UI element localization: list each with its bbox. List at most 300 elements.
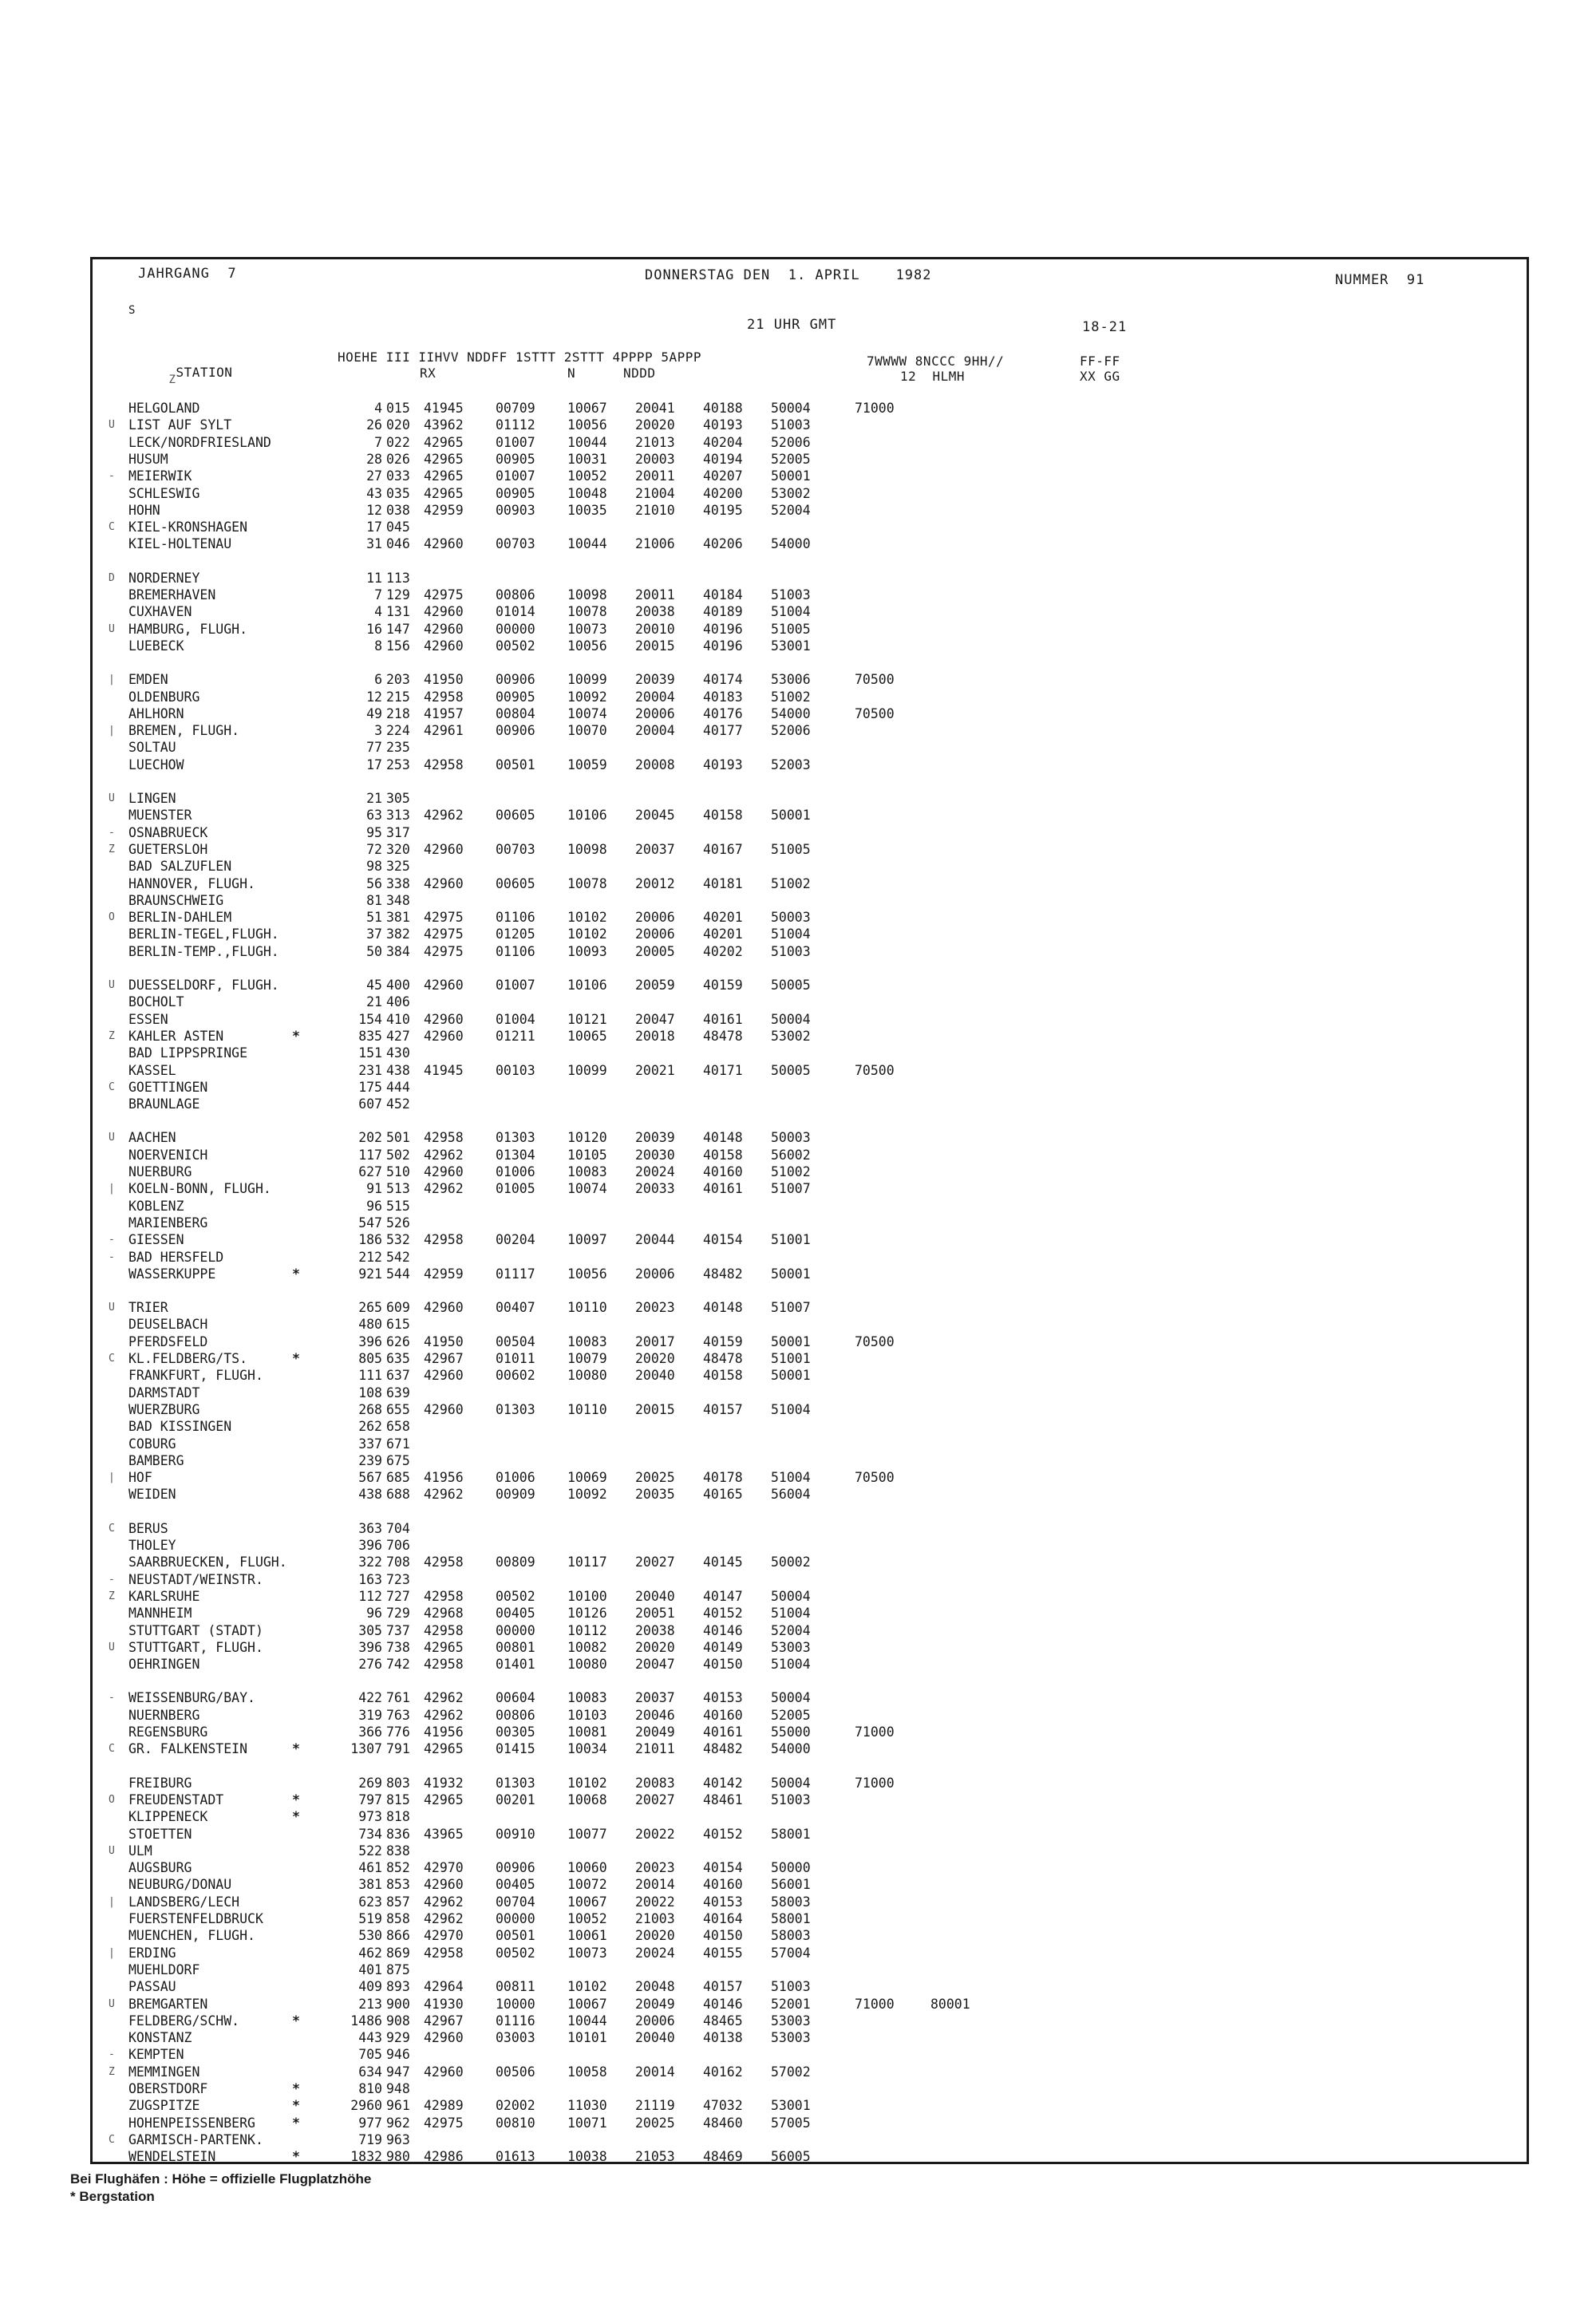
station-index: 218 xyxy=(386,705,410,721)
code-group-c5: 40158 xyxy=(703,808,743,824)
code-group-c3: 10048 xyxy=(567,485,607,501)
station-name: KASSEL xyxy=(128,1062,176,1078)
code-group-c6: 51004 xyxy=(771,1470,811,1486)
station-index: 791 xyxy=(386,1741,410,1757)
code-group-c1: 42962 xyxy=(424,1894,464,1910)
station-index: 410 xyxy=(386,1011,410,1027)
code-group-c6: 51004 xyxy=(771,1401,811,1417)
station-altitude: 381 xyxy=(358,1877,382,1893)
code-group-c3: 10102 xyxy=(567,1979,607,1995)
code-group-c4: 20046 xyxy=(635,1707,675,1723)
station-index: 706 xyxy=(386,1538,410,1553)
code-group-c5: 40181 xyxy=(703,875,743,891)
station-index: 235 xyxy=(386,740,410,756)
station-index: 947 xyxy=(386,2064,410,2080)
code-group-c2: 00806 xyxy=(496,587,535,602)
station-index: 224 xyxy=(386,723,410,739)
code-group-c2: 00103 xyxy=(496,1062,535,1078)
code-group-c6: 53006 xyxy=(771,672,811,688)
code-group-c5: 40196 xyxy=(703,638,743,654)
code-group-c6: 52001 xyxy=(771,1996,811,2012)
code-group-c6: 50001 xyxy=(771,808,811,824)
code-group-c1: 41932 xyxy=(424,1775,464,1791)
station-index: 818 xyxy=(386,1809,410,1825)
code-group-c6: 52004 xyxy=(771,502,811,518)
code-group-c5: 40153 xyxy=(703,1690,743,1706)
code-group-c2: 00605 xyxy=(496,875,535,891)
station-name: KONSTANZ xyxy=(128,2030,192,2046)
code-group-c3: 10083 xyxy=(567,1690,607,1706)
station-altitude: 623 xyxy=(358,1894,382,1910)
code-group-c5: 40183 xyxy=(703,689,743,705)
station-altitude: 108 xyxy=(358,1385,382,1400)
table-row xyxy=(93,1928,1529,1944)
code-group-c6: 52003 xyxy=(771,756,811,772)
code-group-c1: 42958 xyxy=(424,1945,464,1961)
code-group-c2: 00501 xyxy=(496,1928,535,1944)
table-row xyxy=(93,622,1529,638)
code-group-c2: 00801 xyxy=(496,1639,535,1655)
station-altitude: 6 xyxy=(374,672,382,688)
code-group-c2: 00704 xyxy=(496,1894,535,1910)
station-altitude: 43 xyxy=(366,485,382,501)
table-row xyxy=(93,926,1529,942)
station-index: 253 xyxy=(386,756,410,772)
table-row xyxy=(93,1130,1529,1146)
code-group-c5: 40142 xyxy=(703,1775,743,1791)
station-altitude: 95 xyxy=(366,824,382,840)
station-name: MANNHEIM xyxy=(128,1606,192,1622)
code-group-c3: 10071 xyxy=(567,2115,607,2131)
code-group-c3: 10031 xyxy=(567,451,607,467)
table-row xyxy=(93,452,1529,468)
station-name: LUECHOW xyxy=(128,756,184,772)
code-group-c3: 10110 xyxy=(567,1401,607,1417)
code-group-c1: 42958 xyxy=(424,1232,464,1248)
code-group-c3: 10106 xyxy=(567,808,607,824)
code-group-c6: 51005 xyxy=(771,621,811,637)
station-name: MEMMINGEN xyxy=(128,2064,200,2080)
code-group-c4: 20020 xyxy=(635,1351,675,1366)
code-group-c3: 10080 xyxy=(567,1368,607,1384)
table-row xyxy=(93,689,1529,705)
code-group-c3: 10100 xyxy=(567,1588,607,1604)
code-group-c3: 10034 xyxy=(567,1741,607,1757)
code-group-c3: 10067 xyxy=(567,1996,607,2012)
code-group-c1: 42958 xyxy=(424,689,464,705)
station-index: 406 xyxy=(386,994,410,1010)
code-group-c3: 10068 xyxy=(567,1791,607,1807)
code-group-c1: 42962 xyxy=(424,1690,464,1706)
code-group-c3: 10112 xyxy=(567,1622,607,1638)
table-row xyxy=(93,1368,1529,1384)
code-group-c2: 00811 xyxy=(496,1979,535,1995)
table-row xyxy=(93,910,1529,926)
table-row xyxy=(93,1351,1529,1367)
code-group-c1: 42960 xyxy=(424,604,464,620)
code-group-c5: 40146 xyxy=(703,1996,743,2012)
margin-mark: C xyxy=(109,1743,115,1756)
code-group-c7: 70500 xyxy=(855,1062,895,1078)
code-group-c4: 20045 xyxy=(635,808,675,824)
code-group-c3: 10092 xyxy=(567,1487,607,1503)
table-row xyxy=(93,1946,1529,1961)
station-name: GIESSEN xyxy=(128,1232,184,1248)
code-group-c6: 51004 xyxy=(771,1606,811,1622)
code-group-c6: 50003 xyxy=(771,1130,811,1146)
table-row xyxy=(93,1776,1529,1791)
margin-mark: C xyxy=(109,1522,115,1535)
code-group-c2: 01007 xyxy=(496,978,535,993)
code-column-headers: HOEHE III IIHVV NDDFF 1STTT 2STTT 4PPPP 5APPP xyxy=(338,350,701,365)
station-name: COBURG xyxy=(128,1436,176,1452)
code-group-c3: 10056 xyxy=(567,1266,607,1282)
code-group-c5: 48482 xyxy=(703,1741,743,1757)
station-index: 866 xyxy=(386,1928,410,1944)
code-group-c2: 01006 xyxy=(496,1470,535,1486)
code-group-c4: 20011 xyxy=(635,587,675,602)
code-group-c6: 58001 xyxy=(771,1826,811,1842)
period-label: 18-21 xyxy=(1082,319,1128,335)
margin-mark: U xyxy=(109,792,115,804)
station-name: KL.FELDBERG/TS. xyxy=(128,1351,248,1366)
station-name: STUTTGART, FLUGH. xyxy=(128,1639,263,1655)
station-name: LINGEN xyxy=(128,791,176,806)
code-group-c1: 42960 xyxy=(424,1300,464,1316)
code-group-c5: 40149 xyxy=(703,1639,743,1655)
station-index: 671 xyxy=(386,1436,410,1452)
margin-mark: | xyxy=(109,725,115,737)
code-group-c4: 21013 xyxy=(635,434,675,450)
code-group-c5: 40148 xyxy=(703,1130,743,1146)
code-group-c2: 00000 xyxy=(496,621,535,637)
code-group-c3: 10074 xyxy=(567,1181,607,1197)
code-group-c3: 10077 xyxy=(567,1826,607,1842)
code-group-c1: 42965 xyxy=(424,468,464,484)
station-name: PASSAU xyxy=(128,1979,176,1995)
issue-number: NUMMER 91 xyxy=(1335,272,1425,288)
station-name: OSNABRUECK xyxy=(128,824,208,840)
code-group-c7: 71000 xyxy=(855,1775,895,1791)
margin-mark: C xyxy=(109,1080,115,1093)
code-group-c2: 00905 xyxy=(496,451,535,467)
code-group-c2: 00602 xyxy=(496,1368,535,1384)
station-name: LIST AUF SYLT xyxy=(128,417,232,433)
code-group-c5: 40152 xyxy=(703,1826,743,1842)
station-altitude: 231 xyxy=(358,1062,382,1078)
station-altitude: 805 xyxy=(358,1351,382,1366)
code-group-c6: 50001 xyxy=(771,1266,811,1282)
table-row xyxy=(93,536,1529,552)
station-index: 147 xyxy=(386,621,410,637)
code-group-c4: 20017 xyxy=(635,1333,675,1349)
code-group-c1: 42968 xyxy=(424,1606,464,1622)
station-altitude: 16 xyxy=(366,621,382,637)
station-altitude: 111 xyxy=(358,1368,382,1384)
station-name: PFERDSFELD xyxy=(128,1333,208,1349)
station-name: BAD KISSINGEN xyxy=(128,1419,232,1435)
code-group-c6: 51001 xyxy=(771,1351,811,1366)
station-index: 658 xyxy=(386,1419,410,1435)
table-row xyxy=(93,638,1529,654)
station-index: 609 xyxy=(386,1300,410,1316)
table-row xyxy=(93,486,1529,502)
table-row xyxy=(93,401,1529,417)
station-index: 980 xyxy=(386,2149,410,2165)
station-index: 444 xyxy=(386,1079,410,1095)
table-row xyxy=(93,1080,1529,1096)
table-row xyxy=(93,1538,1529,1554)
code-group-c4: 20006 xyxy=(635,705,675,721)
code-group-c2: 00506 xyxy=(496,2064,535,2080)
station-index: 626 xyxy=(386,1333,410,1349)
station-index: 685 xyxy=(386,1470,410,1486)
table-row xyxy=(93,1962,1529,1978)
code-group-c5: 40206 xyxy=(703,536,743,552)
table-row xyxy=(93,994,1529,1010)
code-group-c6: 50001 xyxy=(771,1368,811,1384)
table-row xyxy=(93,1385,1529,1401)
margin-mark: | xyxy=(109,674,115,686)
code-group-c3: 10120 xyxy=(567,1130,607,1146)
station-altitude: 117 xyxy=(358,1147,382,1163)
code-group-c3: 10102 xyxy=(567,926,607,942)
code-group-c1: 42960 xyxy=(424,536,464,552)
station-index: 858 xyxy=(386,1911,410,1926)
code-group-c2: 01106 xyxy=(496,910,535,926)
station-altitude: 422 xyxy=(358,1690,382,1706)
station-index: 729 xyxy=(386,1606,410,1622)
station-index: 738 xyxy=(386,1639,410,1655)
code-group-c3: 10061 xyxy=(567,1928,607,1944)
code-group-c5: 48482 xyxy=(703,1266,743,1282)
station-index: 427 xyxy=(386,1028,410,1044)
code-group-c3: 10098 xyxy=(567,841,607,857)
code-group-c4: 20049 xyxy=(635,1996,675,2012)
station-name: TRIER xyxy=(128,1300,168,1316)
margin-mark: Z xyxy=(109,1590,115,1602)
code-group-c5: 48478 xyxy=(703,1351,743,1366)
code-group-c3: 10126 xyxy=(567,1606,607,1622)
station-name: FREUDENSTADT xyxy=(128,1791,224,1807)
code-group-c3: 10110 xyxy=(567,1300,607,1316)
station-index: 946 xyxy=(386,2047,410,2063)
code-group-c2: 00809 xyxy=(496,1554,535,1570)
station-altitude: 719 xyxy=(358,2131,382,2147)
station-altitude: 567 xyxy=(358,1470,382,1486)
code-group-c4: 20048 xyxy=(635,1979,675,1995)
rx-subheader: RX xyxy=(420,365,437,381)
footnotes xyxy=(70,2171,371,2206)
code-group-c6: 51003 xyxy=(771,943,811,959)
station-altitude: 462 xyxy=(358,1945,382,1961)
table-row xyxy=(93,435,1529,451)
table-row xyxy=(93,1877,1529,1893)
table-row xyxy=(93,1266,1529,1282)
code-group-c3: 10060 xyxy=(567,1860,607,1876)
code-group-c5: 40150 xyxy=(703,1928,743,1944)
station-name: BRAUNSCHWEIG xyxy=(128,892,224,908)
code-group-c5: 40194 xyxy=(703,451,743,467)
code-group-c2: 00906 xyxy=(496,1860,535,1876)
code-group-c5: 40174 xyxy=(703,672,743,688)
code-group-c3: 10035 xyxy=(567,502,607,518)
station-altitude: 519 xyxy=(358,1911,382,1926)
code-group-c3: 11030 xyxy=(567,2098,607,2114)
code-group-c4: 20022 xyxy=(635,1894,675,1910)
station-index: 544 xyxy=(386,1266,410,1282)
code-group-c5: 48469 xyxy=(703,2149,743,2165)
station-altitude: 530 xyxy=(358,1928,382,1944)
code-group-c3: 10093 xyxy=(567,943,607,959)
code-group-c1: 42960 xyxy=(424,1877,464,1893)
station-name: SAARBRUECKEN, FLUGH. xyxy=(128,1554,287,1570)
station-altitude: 96 xyxy=(366,1606,382,1622)
code-group-c1: 41945 xyxy=(424,1062,464,1078)
code-group-c7: 70500 xyxy=(855,1333,895,1349)
code-group-c4: 20006 xyxy=(635,1266,675,1282)
code-group-c5: 40160 xyxy=(703,1707,743,1723)
table-row xyxy=(93,1402,1529,1418)
station-name: KIEL-HOLTENAU xyxy=(128,536,232,552)
code-group-c2: 00000 xyxy=(496,1622,535,1638)
station-altitude: 4 xyxy=(374,604,382,620)
code-group-c3: 10070 xyxy=(567,723,607,739)
station-index: 015 xyxy=(386,401,410,416)
station-name: BAD SALZUFLEN xyxy=(128,859,232,875)
margin-mark: - xyxy=(109,1234,115,1246)
mountain-marker: * xyxy=(292,1791,300,1807)
code-group-c6: 54000 xyxy=(771,1741,811,1757)
code-group-c4: 20027 xyxy=(635,1791,675,1807)
margin-mark: O xyxy=(109,911,115,924)
code-group-c6: 53003 xyxy=(771,2030,811,2046)
station-name: GARMISCH-PARTENK. xyxy=(128,2131,263,2147)
station-index: 338 xyxy=(386,875,410,891)
station-name: BERLIN-TEMP.,FLUGH. xyxy=(128,943,279,959)
code-group-c6: 52004 xyxy=(771,1622,811,1638)
code-group-c3: 10044 xyxy=(567,434,607,450)
margin-mark: U xyxy=(109,1641,115,1653)
station-name: WEIDEN xyxy=(128,1487,176,1503)
station-altitude: 3 xyxy=(374,723,382,739)
code-group-c1: 41945 xyxy=(424,401,464,416)
margin-mark: | xyxy=(109,1946,115,1959)
code-group-c5: 40138 xyxy=(703,2030,743,2046)
table-row xyxy=(93,1809,1529,1825)
station-name: KLIPPENECK xyxy=(128,1809,208,1825)
station-name: HUSUM xyxy=(128,451,168,467)
margin-mark: U xyxy=(109,1997,115,2010)
station-index: 452 xyxy=(386,1096,410,1112)
code-group-c6: 58001 xyxy=(771,1911,811,1926)
code-group-c4: 21003 xyxy=(635,1911,675,1926)
station-altitude: 522 xyxy=(358,1843,382,1859)
table-row xyxy=(93,1470,1529,1486)
table-row xyxy=(93,1572,1529,1588)
station-name: ERDING xyxy=(128,1945,176,1961)
table-row xyxy=(93,1045,1529,1061)
table-row xyxy=(93,2115,1529,2131)
code-group-c4: 20083 xyxy=(635,1775,675,1791)
code-group-c6: 51004 xyxy=(771,604,811,620)
table-row xyxy=(93,1623,1529,1639)
code-group-c4: 20018 xyxy=(635,1028,675,1044)
station-altitude: 28 xyxy=(366,451,382,467)
table-row xyxy=(93,876,1529,892)
code-group-c5: 40158 xyxy=(703,1368,743,1384)
station-name: NUERBURG xyxy=(128,1164,192,1179)
station-name: GUETERSLOH xyxy=(128,841,208,857)
margin-mark: U xyxy=(109,979,115,991)
code-group-c6: 51002 xyxy=(771,1164,811,1179)
code-group-c1: 42970 xyxy=(424,1860,464,1876)
station-altitude: 37 xyxy=(366,926,382,942)
station-altitude: 186 xyxy=(358,1232,382,1248)
code-group-c3: 10092 xyxy=(567,689,607,705)
code-group-c5: 40188 xyxy=(703,401,743,416)
code-group-c3: 10099 xyxy=(567,1062,607,1078)
code-group-c3: 10102 xyxy=(567,1775,607,1791)
station-index: 400 xyxy=(386,978,410,993)
table-row xyxy=(93,1181,1529,1197)
table-row xyxy=(93,706,1529,722)
code-group-c4: 20021 xyxy=(635,1062,675,1078)
station-index: 853 xyxy=(386,1877,410,1893)
code-group-c3: 10052 xyxy=(567,1911,607,1926)
code-group-c4: 20049 xyxy=(635,1724,675,1740)
table-row xyxy=(93,2081,1529,2097)
code-group-c5: 40146 xyxy=(703,1622,743,1638)
code-group-c5: 40157 xyxy=(703,1979,743,1995)
code-group-c5: 40177 xyxy=(703,723,743,739)
table-row xyxy=(93,1843,1529,1859)
station-index: 708 xyxy=(386,1554,410,1570)
code-group-c2: 00407 xyxy=(496,1300,535,1316)
station-altitude: 1832 xyxy=(350,2149,382,2165)
code-group-c7: 71000 xyxy=(855,1724,895,1740)
code-group-c2: 10000 xyxy=(496,1996,535,2012)
code-group-c6: 50004 xyxy=(771,1775,811,1791)
station-name: NUERNBERG xyxy=(128,1707,200,1723)
station-altitude: 322 xyxy=(358,1554,382,1570)
code-group-c2: 00909 xyxy=(496,1487,535,1503)
code-group-c2: 01005 xyxy=(496,1181,535,1197)
station-index: 317 xyxy=(386,824,410,840)
station-altitude: 265 xyxy=(358,1300,382,1316)
station-name: BREMEN, FLUGH. xyxy=(128,723,240,739)
code-group-c4: 20037 xyxy=(635,841,675,857)
station-altitude: 4 xyxy=(374,401,382,416)
station-name: KAHLER ASTEN xyxy=(128,1028,224,1044)
table-row xyxy=(93,1487,1529,1503)
margin-mark: U xyxy=(109,1302,115,1314)
margin-mark: C xyxy=(109,1353,115,1365)
code-group-c5: 40161 xyxy=(703,1181,743,1197)
code-group-c5: 40154 xyxy=(703,1860,743,1876)
station-name: DEUSELBACH xyxy=(128,1317,208,1333)
code-group-c4: 20006 xyxy=(635,910,675,926)
group1-subheader: 12 HLMH xyxy=(900,369,966,384)
station-index: 510 xyxy=(386,1164,410,1179)
station-altitude: 269 xyxy=(358,1775,382,1791)
code-group-c6: 50000 xyxy=(771,1860,811,1876)
code-group-c2: 00305 xyxy=(496,1724,535,1740)
margin-mark: O xyxy=(109,1793,115,1806)
code-group-c6: 51003 xyxy=(771,1791,811,1807)
code-group-c5: 40147 xyxy=(703,1588,743,1604)
station-altitude: 49 xyxy=(366,705,382,721)
